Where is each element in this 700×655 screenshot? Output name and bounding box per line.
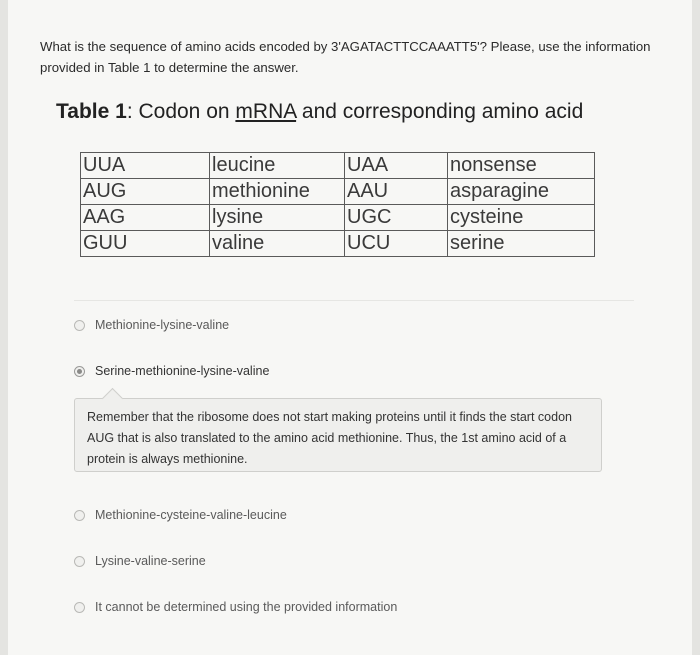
answer-option-4[interactable] bbox=[74, 554, 206, 568]
feedback-text: Remember that the ribosome does not start making proteins until it finds the start codon AUG that is also translated to the amino acid methionine. Thus, the 1st amino acid of a protein is always methionine. bbox=[87, 410, 572, 466]
table-cell: nonsense bbox=[448, 153, 595, 179]
table-row bbox=[81, 179, 595, 205]
answer-option-3[interactable] bbox=[74, 508, 287, 522]
answer-option-5[interactable] bbox=[74, 600, 397, 614]
table-cell: AAU bbox=[345, 179, 448, 205]
table-row bbox=[81, 205, 595, 231]
option-label: It cannot be determined using the provided information bbox=[95, 600, 398, 614]
table-cell: UGC bbox=[345, 205, 448, 231]
feedback-box bbox=[74, 398, 602, 472]
answer-option-1[interactable] bbox=[74, 318, 229, 332]
question-text: What is the sequence of amino acids encoded by 3'AGATACTTCCAAATT5'? Please, use the information provided in Table 1 to determine the answer. bbox=[40, 39, 651, 75]
codon-table bbox=[80, 152, 595, 257]
table-cell: UUA bbox=[81, 153, 210, 179]
table-cell: valine bbox=[210, 231, 345, 257]
table-row bbox=[81, 231, 595, 257]
radio-button[interactable] bbox=[74, 556, 85, 567]
table-cell: lysine bbox=[210, 205, 345, 231]
option-label: Serine-methionine-lysine-valine bbox=[95, 364, 270, 378]
option-label: Lysine-valine-serine bbox=[95, 554, 206, 568]
radio-button[interactable] bbox=[74, 510, 85, 521]
table-cell: AUG bbox=[81, 179, 210, 205]
radio-button[interactable] bbox=[74, 320, 85, 331]
table-cell: serine bbox=[448, 231, 595, 257]
table-cell: UCU bbox=[345, 231, 448, 257]
table-title-bold: Table 1 bbox=[56, 100, 127, 123]
table-row bbox=[81, 153, 595, 179]
option-label: Methionine-cysteine-valine-leucine bbox=[95, 508, 287, 522]
table-title-rest: and corresponding amino acid bbox=[296, 100, 584, 123]
table-title-sep: : Codon on bbox=[126, 100, 236, 123]
table-cell: AAG bbox=[81, 205, 210, 231]
table-cell: cysteine bbox=[448, 205, 595, 231]
table-title bbox=[56, 100, 583, 124]
radio-button[interactable] bbox=[74, 602, 85, 613]
table-cell: UAA bbox=[345, 153, 448, 179]
divider bbox=[74, 300, 634, 301]
table-cell: methionine bbox=[210, 179, 345, 205]
table-title-underlined: mRNA bbox=[235, 100, 297, 123]
table-cell: GUU bbox=[81, 231, 210, 257]
table-cell: asparagine bbox=[448, 179, 595, 205]
table-cell: leucine bbox=[210, 153, 345, 179]
radio-button-selected[interactable] bbox=[74, 366, 85, 377]
answer-option-2[interactable] bbox=[74, 364, 269, 378]
question-page bbox=[8, 0, 692, 655]
option-label: Methionine-lysine-valine bbox=[95, 318, 230, 332]
